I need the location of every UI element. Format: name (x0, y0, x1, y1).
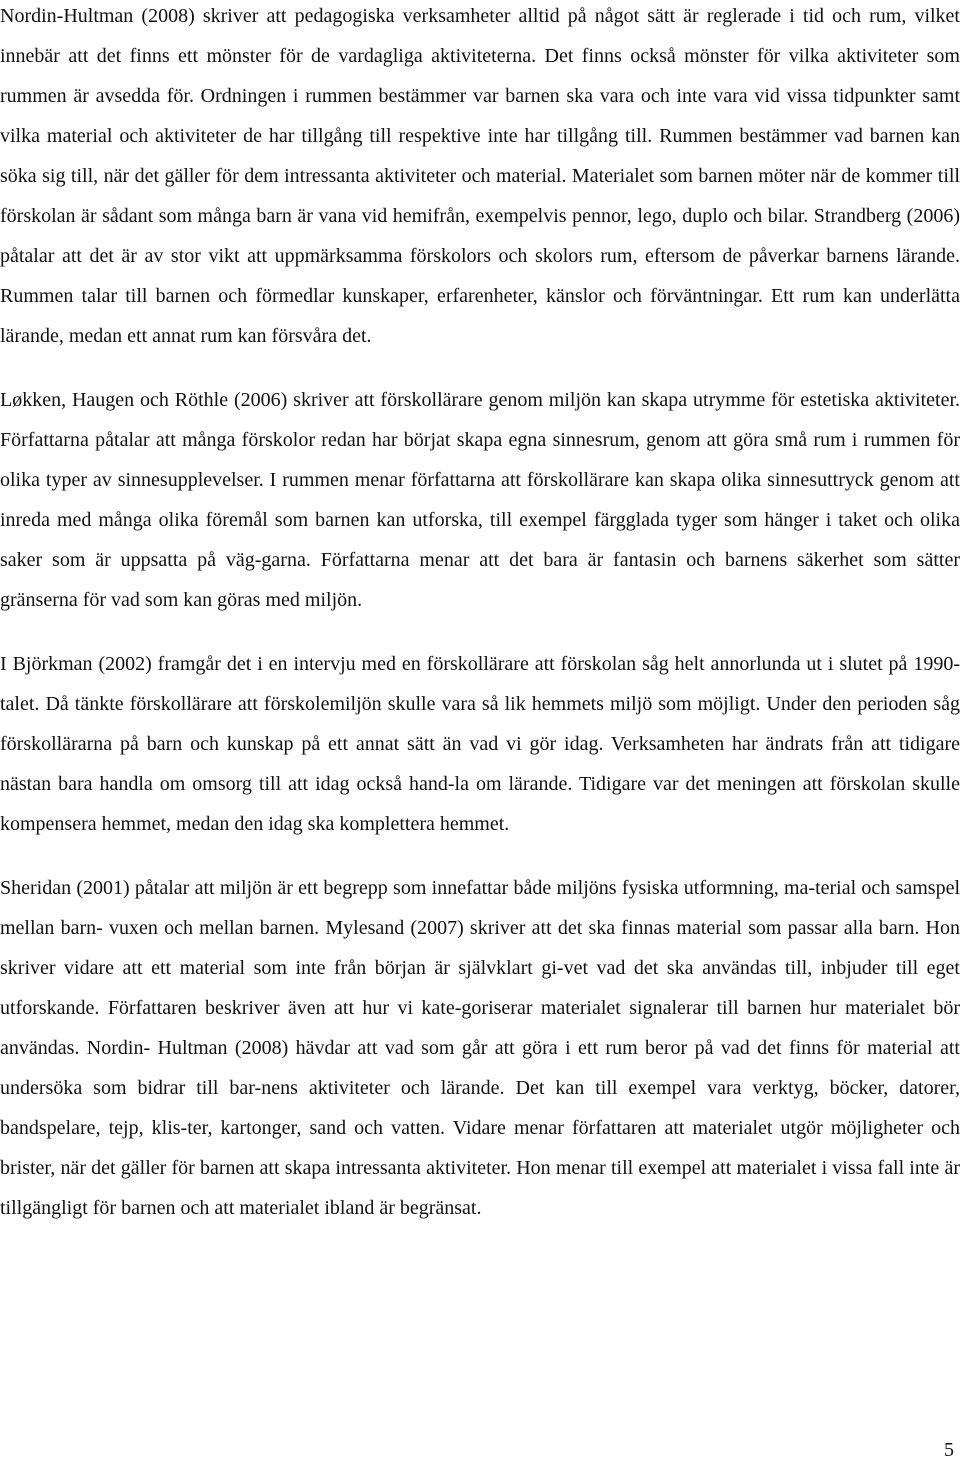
paragraph-sheridan: Sheridan (2001) påtalar att miljön är ett begrepp som innefattar både miljöns fysiska utformning, ma-terial och samspel mellan barn- vuxen och mellan barnen. Mylesand (2007) skriver att det ska finnas material som passar alla barn. Hon skriver vidare att ett material som inte från början är självklart gi-vet vad det ska användas till, inbjuder till eget utforskande. Författaren beskriver även att hur vi kate-goriserar materialet signalerar till barnen hur materialet bör användas. Nordin- Hultman (2008) hävdar att vad som går att göra i ett rum beror på vad det finns för material att undersöka som bidrar till bar-nens aktiviteter och lärande. Det kan till exempel vara verktyg, böcker, datorer, bandspelare, tejp, klis-ter, kartonger, sand och vatten. Vidare menar författaren att materialet utgör möjligheter och brister, när det gäller för barnen att skapa intressanta aktiviteter. Hon menar till exempel att materialet i vissa fall inte är tillgängligt för barnen och att materialet ibland är begränsat. (0, 877, 960, 1219)
paragraph-lokken: Løkken, Haugen och Röthle (2006) skriver att förskollärare genom miljön kan skapa utrymme för estetiska aktiviteter. Författarna påtalar att många förskolor redan har börjat skapa egna sinnesrum, genom att göra små rum i rummen för olika typer av sinnesupplevelser. I rummen menar författarna att förskollärare kan skapa olika sinnesuttryck genom att inreda med många olika föremål som barnen kan utforska, till exempel färgglada tyger som hänger i taket och olika saker som är uppsatta på väg-garna. Författarna menar att det bara är fantasin och barnens säkerhet som sätter gränserna för vad som kan göras med miljön. (0, 389, 960, 611)
page-number: 5 (944, 1439, 954, 1461)
paragraph-nordin-hultman: Nordin-Hultman (2008) skriver att pedagogiska verksamheter alltid på något sätt är reglerade i tid och rum, vilket innebär att det finns ett mönster för de vardagliga aktiviteterna. Det finns också mönster för vilka aktiviteter som rummen är avsedda för. Ordningen i rummen bestämmer var barnen ska vara och inte vara vid vissa tidpunkter samt vilka material och aktiviteter de har tillgång till respektive inte har tillgång till. Rummen bestämmer vad barnen kan söka sig till, när det gäller för dem intressanta aktiviteter och material. Materialet som barnen möter när de kommer till förskolan är sådant som många barn är vana vid hemifrån, exempelvis pennor, lego, duplo och bilar. Strandberg (2006) påtalar att det är av stor vikt att uppmärksamma förskolors och skolors rum, eftersom de påverkar barnens lärande. Rummen talar till barnen och förmedlar kunskaper, erfarenheter, känslor och förväntningar. Ett rum kan underlätta lärande, medan ett annat rum kan försvåra det. (0, 5, 960, 347)
paragraph-bjorkman: I Björkman (2002) framgår det i en intervju med en förskollärare att förskolan såg helt annorlunda ut i slutet på 1990-talet. Då tänkte förskollärare att förskolemiljön skulle vara så lik hemmets miljö som möjligt. Under den perioden såg förskollärarna på barn och kunskap på ett annat sätt än vad vi gör idag. Verksamheten har ändrats från att tidigare nästan bara handla om omsorg till att idag också hand-la om lärande. Tidigare var det meningen att förskolan skulle kompensera hemmet, medan den idag ska komplettera hemmet. (0, 653, 960, 835)
